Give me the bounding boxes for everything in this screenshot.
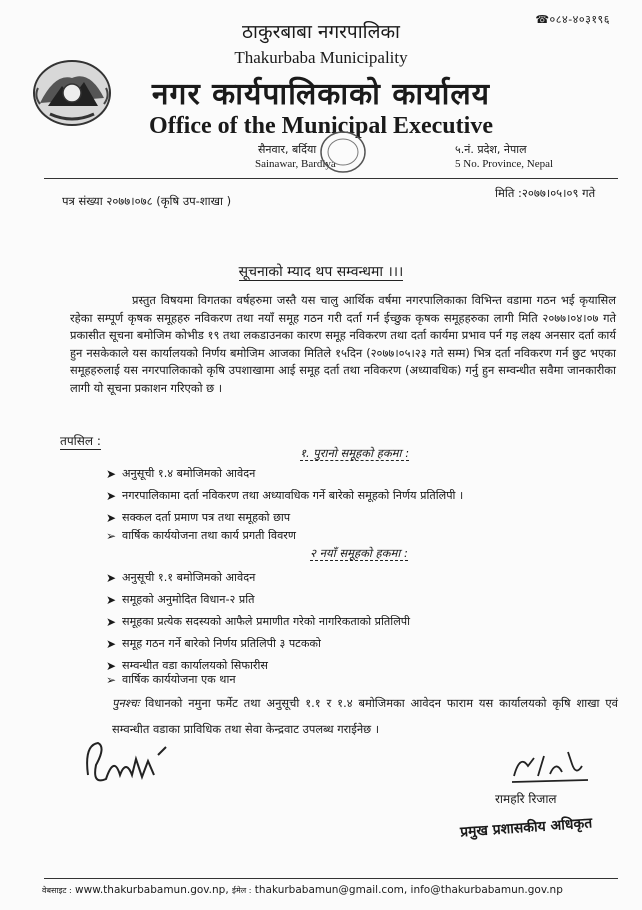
details-label: तपसिल : — [60, 434, 101, 448]
postscript-note: पुनश्चः विधानको नमुना फर्मेट तथा अनुसूची १.१ र १.४ बमोजिमका आवेदन फाराम यस कार्यालयको कृषि शाखा एवं सम्वन्धीत वडाका प्राविधिक तथा सेवा केन्द्रवाट उपलब्ध गराईनेछ । — [112, 696, 618, 736]
list-item: ➤ नगरपालिकामा दर्ता नविकरण तथा अध्यावधिक गर्ने बारेको समूहको निर्णय प्रतिलिपी । — [106, 488, 464, 503]
address-en-right: 5 No. Province, Nepal — [455, 158, 554, 170]
list-item: ➤ समूह गठन गर्ने बारेको निर्णय प्रतिलिपी ३ पटकको — [106, 636, 321, 651]
section2-heading: २ नयाँ समूहको हकमा : — [310, 546, 408, 560]
arrow-bullet-icon: ➤ — [106, 488, 117, 503]
office-title-np: नगर कार्यपालिकाको कार्यालय — [151, 77, 491, 112]
list-item: ➤ अनुसूची १.४ बमोजिमको आवेदन — [106, 466, 256, 481]
list-item: ➤ सम्वन्धीत वडा कार्यालयको सिफारीस — [106, 658, 268, 673]
office-title-en: Office of the Municipal Executive — [149, 113, 493, 139]
header-divider — [44, 178, 618, 179]
footer-divider — [44, 878, 618, 879]
arrow-bullet-icon: ➤ — [106, 466, 117, 481]
arrow-bullet-icon: ➤ — [106, 658, 117, 673]
list-item: ➤ समूहका प्रत्येक सदस्यको आफैले प्रमाणीत गरेको नागरिकताको प्रतिलिपी — [106, 614, 411, 629]
body-paragraph: प्रस्तुत विषयमा विगतका वर्षहरुमा जस्तै यस चालु आर्थिक वर्षमा नगरपालिकाका विभिन्त वडामा गठन भई कृयासिल रहेका सम्पूर्ण कृषक समूहहरु नविकरण तथा नयाँ समूह गठन गरी दर्ता गर्न ईच्छुक कृषक समूहहरुका लागी मिति २०७७।०४।०७ गते प्रकासीत सूचना बमोजिम कोभीड १९ तथा लकडाउनका कारण समूह नविकरण तथा दर्ता कार्यमा प्रभाव पर्न गइ लक्ष्य अनसार दर्ता कार्य हुन नसकेकाले यस कार्यालयको निर्णय बमोजिम आजका मितिले १५दिन (२०७७।०५।२३ गते सम्म) भित्र दर्ता नविकरण गर्न छुट भएका समूहहरुलाई यस नगरपालिकाको कृषि उपशाखामा आई समूह दर्ता तथा नविकरण (अध्यावधिक) गर्नु हुन सम्वन्धीत सवैमा जानकारीका लागी यो सूचना प्रकाशन गरिएको छ । — [70, 293, 616, 395]
municipality-name-en: Thakurbaba Municipality — [234, 48, 408, 67]
address-np-right: ५.नं. प्रदेश, नेपाल — [455, 143, 527, 156]
list-item: ➤ अनुसूची १.१ बमोजिमको आवेदन — [106, 570, 256, 585]
arrow-bullet-icon: ➤ — [106, 636, 117, 651]
list-item: ➤ समूहको अनुमोदित विधान-२ प्रति — [106, 592, 255, 607]
arrow-bullet-icon: ➤ — [106, 570, 117, 585]
list-item: ➢ वार्षिक कार्ययोजना तथा कार्य प्रगती विवरण — [106, 528, 296, 543]
phone-number: ☎०८४-४०३१९६ — [535, 13, 610, 26]
list-item: ➢ वार्षिक कार्ययोजना एक थान — [106, 672, 236, 687]
arrow-bullet-icon: ➤ — [106, 614, 117, 629]
handwritten-signature-icon — [80, 735, 170, 793]
subject-line: सूचनाको म्याद थप सम्वन्धमा ।।। — [238, 264, 404, 280]
municipality-name-np: ठाकुरबाबा नगरपालिका — [242, 21, 400, 43]
email-link[interactable]: thakurbabamun@gmail.com, info@thakurbabamun.gov.np — [254, 884, 563, 896]
arrow-bullet-icon: ➢ — [106, 528, 117, 543]
address-en-left: Sainawar, Bardiya — [255, 158, 336, 170]
signatory-designation: प्रमुख प्रशासकीय अधिकृत — [459, 815, 593, 841]
list-item: ➤ सक्कल दर्ता प्रमाण पत्र तथा समूहको छाप — [106, 510, 291, 525]
arrow-bullet-icon: ➤ — [106, 592, 117, 607]
website-link[interactable]: www.thakurbabamun.gov.np, — [75, 884, 229, 896]
address-np-left: सैनवार, बर्दिया — [258, 143, 317, 156]
arrow-bullet-icon: ➢ — [106, 672, 117, 687]
official-signature-icon — [510, 746, 590, 786]
signatory-name: रामहरि रिजाल — [495, 792, 557, 806]
office-stamp-icon — [318, 128, 368, 176]
section1-heading: १. पुरानो समूहको हकमा : — [300, 446, 410, 460]
arrow-bullet-icon: ➤ — [106, 510, 117, 525]
letter-reference-number: पत्र संख्या २०७७।०७८ (कृषि उप-शाखा ) — [62, 194, 232, 208]
letter-date: मिति :२०७७।०५।०९ गते — [495, 186, 596, 200]
footer-contact: वेबसाइट : www.thakurbabamun.gov.np, ईमेल : thakurbabamun@gmail.com, info@thakurbabamun.gov.np — [42, 884, 563, 896]
